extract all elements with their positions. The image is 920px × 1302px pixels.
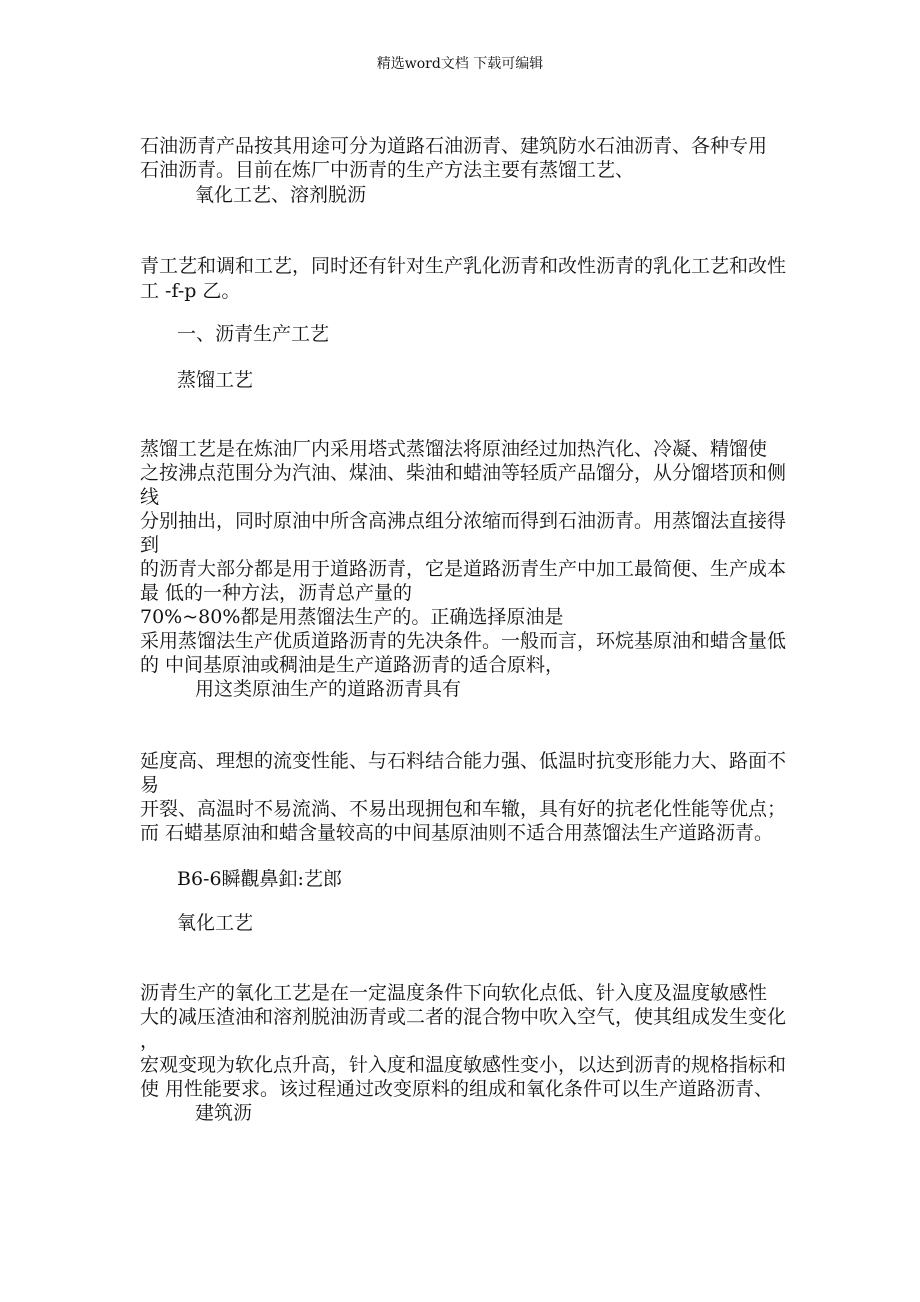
body-line: 开裂、高温时不易流淌、不易出现拥包和车辙，具有好的抗老化性能等优点； [140,798,787,820]
body-line: 线 [140,486,160,508]
body-line: 氧化工艺、溶剂脱沥 [195,184,367,206]
body-line: 而 石蜡基原油和蜡含量较高的中间基原油则不适合用蒸馏法生产道路沥青。 [140,822,774,844]
body-line: 石油沥青。目前在炼厂中沥青的生产方法主要有蒸馏工艺、 [140,159,635,181]
body-line: 分别抽出，同时原油中所含高沸点组分浓缩而得到石油沥青。用蒸馏法直接得 [140,510,787,532]
body-line: 石油沥青产品按其用途可分为道路石油沥青、建筑防水石油沥青、各种专用 [140,135,768,157]
body-line: 用这类原油生产的道路沥青具有 [195,678,462,700]
subsection-heading: 氧化工艺 [177,912,254,934]
body-line: 使 用性能要求。该过程通过改变原料的组成和氧化条件可以生产道路沥青、 [140,1078,774,1100]
body-line: 最 低的一种方法，沥青总产量的 [140,582,413,604]
section-heading: 一、沥青生产工艺 [177,323,330,345]
body-line: 的 中间基原油或稠油是生产道路沥青的适合原料， [140,654,565,676]
body-line: 沥青生产的氧化工艺是在一定温度条件下向软化点低、针入度及温度敏感性 [140,982,768,1004]
garbled-heading: B6-6瞬觀鼻釦:艺郎 [177,868,342,890]
body-line: 建筑沥 [195,1102,253,1124]
body-line: 的沥青大部分都是用于道路沥青，它是道路沥青生产中加工最简便、生产成本 [140,558,787,580]
page-header: 精选word文档 下载可编辑 [376,56,544,72]
body-line: 延度高、理想的流变性能、与石料结合能力强、低温时抗变形能力大、路面不 [140,750,787,772]
body-line: 蒸馏工艺是在炼油厂内采用塔式蒸馏法将原油经过加热汽化、冷凝、精馏使 [140,438,768,460]
body-line: 到 [140,534,160,556]
body-line: 青工艺和调和工艺，同时还有针对生产乳化沥青和改性沥青的乳化工艺和改性 [140,255,787,277]
body-line: 70%~80%都是用蒸馏法生产的。正确选择原油是 [140,606,564,628]
body-line: 采用蒸馏法生产优质道路沥青的先决条件。一般而言，环烷基原油和蜡含量低 [140,630,787,652]
body-line: 大的减压渣油和溶剂脱油沥青或二者的混合物中吹入空气，使其组成发生变化 [140,1006,787,1028]
body-line: 宏观变现为软化点升高，针入度和温度敏感性变小，以达到沥青的规格指标和 [140,1054,787,1076]
subsection-heading: 蒸馏工艺 [177,369,254,391]
body-line: 易 [140,774,160,796]
body-line: 之按沸点范围分为汽油、煤油、柴油和蜡油等轻质产品馏分，从分馏塔顶和侧 [140,462,787,484]
body-line: 工 -f-p 乙。 [140,280,241,302]
body-line: ， [140,1030,160,1052]
